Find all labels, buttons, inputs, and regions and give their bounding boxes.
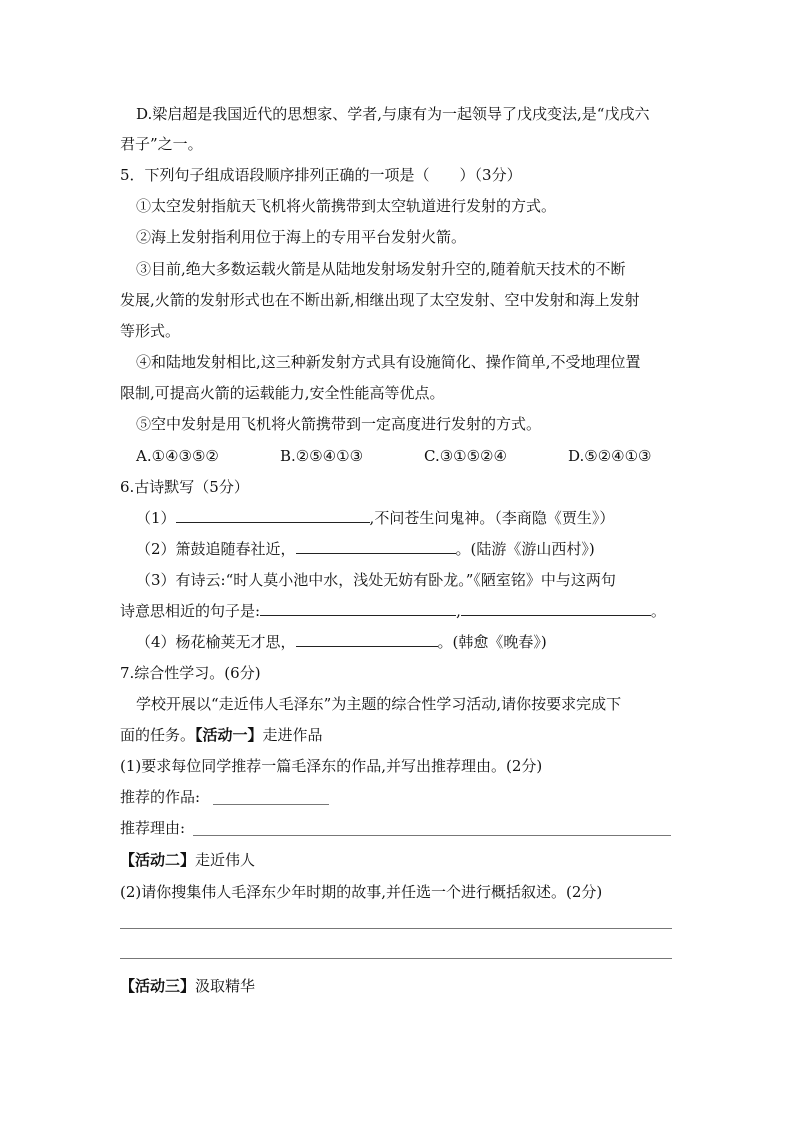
activity-2-title: 走近伟人: [195, 851, 256, 869]
q6-item-1-blank[interactable]: [176, 508, 370, 523]
q6-item-3-end: 。: [650, 602, 666, 620]
q4-option-d-line1: D.梁启超是我国近代的思想家、学者,与康有为一起领导了戊戌变法,是“戊戌六: [136, 105, 650, 123]
q6-item-3-blank-1[interactable]: [260, 601, 456, 616]
q7-task-1: (1)要求每位同学推荐一篇毛泽东的作品,并写出推荐理由。(2分): [120, 757, 543, 775]
q6-item-4-tail: 。(韩愈《晚春》): [437, 633, 547, 651]
activity-3-label: 【活动三】: [120, 977, 196, 995]
recommend-reason-row: [120, 818, 185, 838]
recommended-work-answer-line[interactable]: [213, 804, 329, 805]
q6-item-3-blank-2[interactable]: [461, 601, 651, 616]
q7-intro-line1: 学校开展以“走近伟人毛泽东”为主题的综合性学习活动,请你按要求完成下: [136, 695, 622, 713]
q6-item-3-comma: ,: [456, 602, 461, 620]
q5-sentence-3-line2: 发展,火箭的发射形式也在不断出新,相继出现了太空发射、空中发射和海上发射: [120, 291, 640, 309]
q6-item-1-number: （1）: [136, 509, 176, 527]
q6-item-4-blank[interactable]: [296, 632, 438, 647]
q6-item-3-line1: （3）有诗云:“时人莫小池中水，浅处无妨有卧龙。”《陋室铭》中与这两句: [136, 571, 616, 589]
q4-option-d-line2: 君子”之一。: [120, 135, 203, 153]
q6-item-4: [136, 632, 547, 652]
recommend-reason-answer-line[interactable]: [193, 835, 671, 836]
activity-3-heading: [120, 976, 255, 996]
q6-item-2: [136, 539, 595, 559]
task-2-answer-line-2[interactable]: [120, 958, 672, 959]
q6-item-1: [136, 508, 614, 528]
activity-2-heading: [120, 850, 255, 870]
q7-stem: 7.综合性学习。(6分): [120, 664, 261, 682]
activity-1-label: 【活动一】: [195, 726, 263, 744]
q7-intro-line2: [120, 725, 323, 745]
q5-sentence-4-line2: 限制,可提高火箭的运载能力,安全性能高等优点。: [120, 384, 445, 402]
recommended-work-label: 推荐的作品:: [120, 788, 201, 806]
q6-item-4-head: （4）杨花榆荚无才思，: [136, 633, 296, 651]
q5-option-d: D.⑤②④①③: [568, 447, 652, 465]
q7-intro-tail: 面的任务。: [120, 726, 196, 744]
q7-task-2: (2)请你搜集伟人毛泽东少年时期的故事,并任选一个进行概括叙述。(2分): [120, 883, 603, 901]
q5-sentence-2: ②海上发射指利用位于海上的专用平台发射火箭。: [136, 228, 467, 246]
activity-1-title: 走进作品: [262, 726, 323, 744]
task-2-answer-line-1[interactable]: [120, 928, 672, 929]
q6-item-1-tail: ,不问苍生问鬼神。（李商隐《贾生》）: [369, 509, 615, 527]
q5-sentence-3-line3: 等形式。: [120, 322, 181, 340]
q6-item-2-head: （2）箫鼓追随春社近，: [136, 540, 296, 558]
q5-option-a: A.①④③⑤②: [136, 447, 219, 465]
activity-3-title: 汲取精华: [195, 977, 256, 995]
recommended-work-row: [120, 787, 200, 807]
q6-item-2-tail: 。(陆游《游山西村》): [455, 540, 595, 558]
q6-item-2-blank[interactable]: [296, 539, 456, 554]
q6-item-3-line2: [120, 601, 666, 621]
q5-sentence-4-line1: ④和陆地发射相比,这三种新发射方式具有设施简化、操作简单,不受地理位置: [136, 353, 641, 371]
activity-2-label: 【活动二】: [120, 851, 196, 869]
q5-sentence-3-line1: ③目前,绝大多数运载火箭是从陆地发射场发射升空的,随着航天技术的不断: [136, 260, 626, 278]
q5-option-c: C.③①⑤②④: [424, 447, 507, 465]
q5-sentence-1: ①太空发射指航天飞机将火箭携带到太空轨道进行发射的方式。: [136, 197, 557, 215]
q6-stem: 6.古诗默写（5分）: [120, 478, 249, 496]
q6-item-3-head: 诗意思相近的句子是:: [120, 602, 261, 620]
q5-option-b: B.②⑤④①③: [280, 447, 364, 465]
q5-stem: 5．下列句子组成语段顺序排列正确的一项是（ ）（3分）: [120, 166, 522, 184]
q5-sentence-5: ⑤空中发射是用飞机将火箭携带到一定高度进行发射的方式。: [136, 415, 542, 433]
recommend-reason-label: 推荐理由:: [120, 819, 186, 837]
